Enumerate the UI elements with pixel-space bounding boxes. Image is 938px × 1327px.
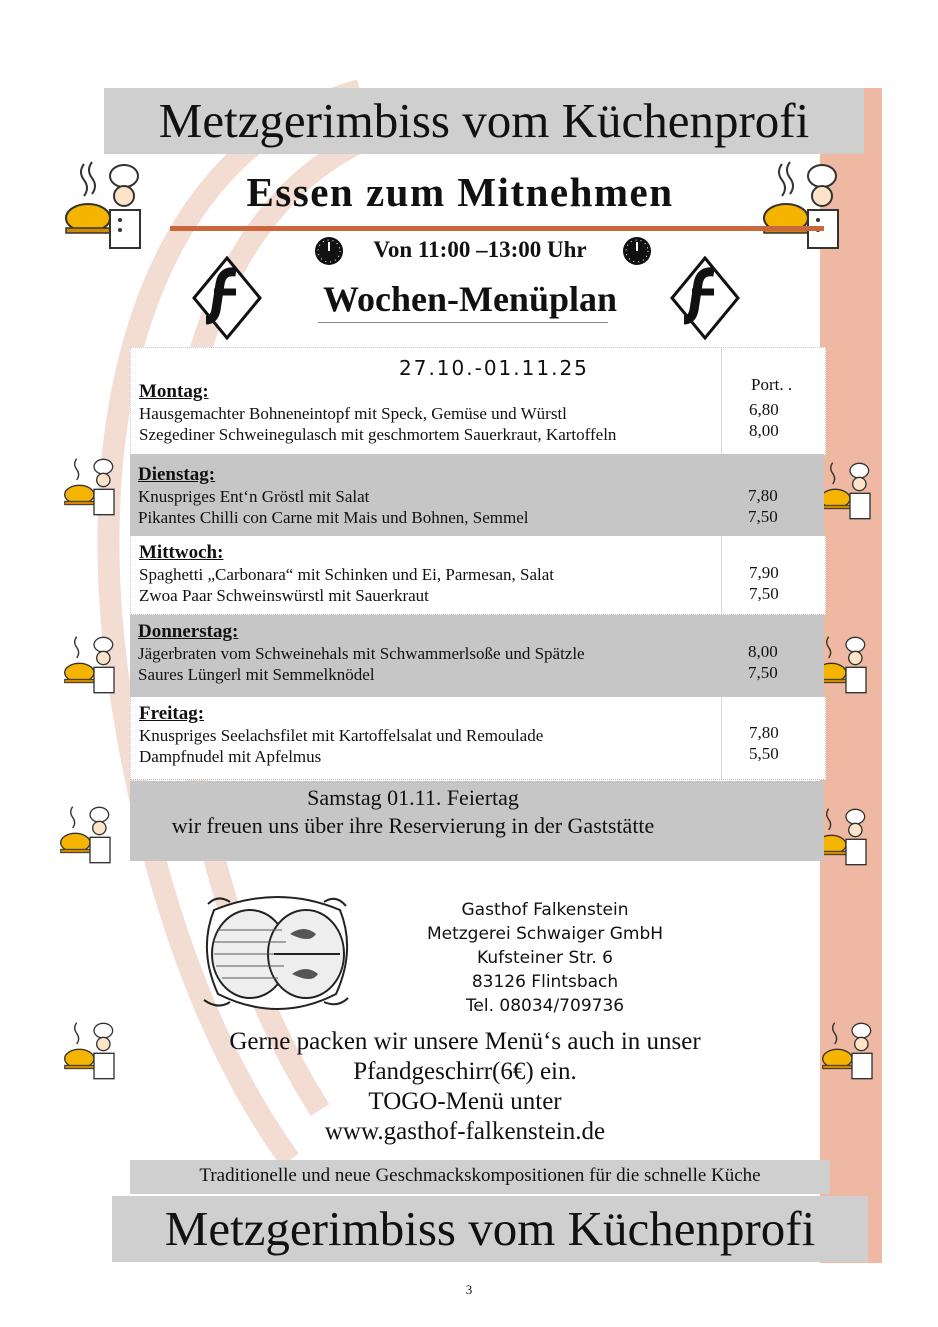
- dish-name: Jägerbraten vom Schweinehals mit Schwammerlsoße und Spätzle: [138, 644, 585, 663]
- opening-hours: Von 11:00 –13:00 Uhr: [373, 237, 587, 262]
- dish-name: Szegediner Schweinegulasch mit geschmortem Sauerkraut, Kartoffeln: [139, 425, 617, 444]
- day-label: Donnerstag:: [138, 621, 239, 642]
- phone: Tel. 08034/709736: [465, 996, 625, 1016]
- brand-logo-icon: [670, 256, 740, 340]
- divider: [318, 322, 608, 323]
- day-label: Dienstag:: [138, 464, 216, 485]
- promo-line: Gerne packen wir unsere Menü‘s auch in unser: [229, 1028, 701, 1055]
- dish-name: Spaghetti „Carbonara“ mit Schinken und Ei, Parmesan, Salat: [139, 565, 554, 584]
- menu-plan-title: Wochen-Menüplan: [322, 279, 618, 319]
- table-row: [130, 697, 826, 780]
- day-label: Freitag:: [139, 703, 205, 724]
- dish-price: 8,00: [748, 642, 778, 661]
- clock-icon: [622, 236, 652, 266]
- page-number: 3: [465, 1282, 473, 1297]
- reservation-line: wir freuen uns über ihre Reservierung in der Gaststätte: [171, 813, 655, 838]
- divider: [170, 226, 824, 231]
- dish-price: 7,80: [748, 486, 778, 505]
- page-title: Metzgerimbiss vom Küchenprofi: [104, 88, 864, 154]
- street: Kufsteiner Str. 6: [477, 948, 613, 968]
- table-row: [130, 347, 826, 455]
- company-name: Metzgerei Schwaiger GmbH: [426, 924, 664, 944]
- dish-price: 7,90: [749, 563, 779, 582]
- dish-price: 6,80: [749, 400, 779, 419]
- day-label: Mittwoch:: [139, 542, 224, 563]
- chef-icon: [62, 630, 118, 702]
- dish-price: 7,50: [749, 584, 779, 603]
- dish-price: 5,50: [749, 744, 779, 763]
- chef-icon: [820, 1016, 876, 1088]
- chef-icon: [760, 158, 844, 258]
- promo-text: [160, 1027, 770, 1147]
- dish-name: Pikantes Chilli con Carne mit Mais und Bohnen, Semmel: [138, 508, 529, 527]
- column-divider: [721, 348, 722, 454]
- chef-icon: [62, 158, 146, 258]
- column-divider: [721, 536, 722, 614]
- coat-of-arms-icon: [194, 890, 360, 1014]
- menu-table: [130, 347, 824, 779]
- address-block: [400, 898, 690, 1018]
- promo-line: TOGO-Menü unter: [368, 1088, 562, 1115]
- date-range: 27.10.-01.11.25: [399, 356, 589, 380]
- tagline: Traditionelle und neue Geschmackskompositionen für die schnelle Küche: [130, 1160, 830, 1194]
- dish-price: 7,80: [749, 723, 779, 742]
- table-row: [130, 536, 826, 615]
- holiday-line: Samstag 01.11. Feiertag: [307, 785, 519, 810]
- dish-name: Dampfnudel mit Apfelmus: [139, 747, 322, 766]
- dish-name: Saures Lüngerl mit Semmelknödel: [138, 665, 375, 684]
- dish-name: Zwoa Paar Schweinswürstl mit Sauerkraut: [139, 586, 429, 605]
- chef-icon: [818, 456, 874, 528]
- website-link[interactable]: www.gasthof-falkenstein.de: [324, 1118, 606, 1145]
- table-row: [130, 454, 824, 536]
- subtitle: Essen zum Mitnehmen: [246, 169, 674, 215]
- dish-price: 7,50: [748, 663, 778, 682]
- table-row: [130, 615, 824, 697]
- footer-title: Metzgerimbiss vom Küchenprofi: [112, 1196, 868, 1262]
- dish-price: 8,00: [749, 421, 779, 440]
- promo-line: Pfandgeschirr(6€) ein.: [353, 1058, 577, 1085]
- brand-logo-icon: [192, 256, 262, 340]
- chef-icon: [62, 1016, 118, 1088]
- dish-name: Knuspriges Ent‘n Gröstl mit Salat: [138, 487, 370, 506]
- dish-price: 7,50: [748, 507, 778, 526]
- column-divider: [721, 697, 722, 779]
- business-name: Gasthof Falkenstein: [461, 900, 629, 920]
- day-label: Montag:: [139, 381, 209, 402]
- dish-name: Knuspriges Seelachsfilet mit Kartoffelsalat und Remoulade: [139, 726, 544, 745]
- dish-name: Hausgemachter Bohneneintopf mit Speck, Gemüse und Würstl: [139, 404, 567, 423]
- holiday-notice: [130, 781, 824, 861]
- chef-icon: [62, 452, 118, 524]
- city: 83126 Flintsbach: [471, 972, 619, 992]
- price-header: Port. .: [751, 375, 793, 394]
